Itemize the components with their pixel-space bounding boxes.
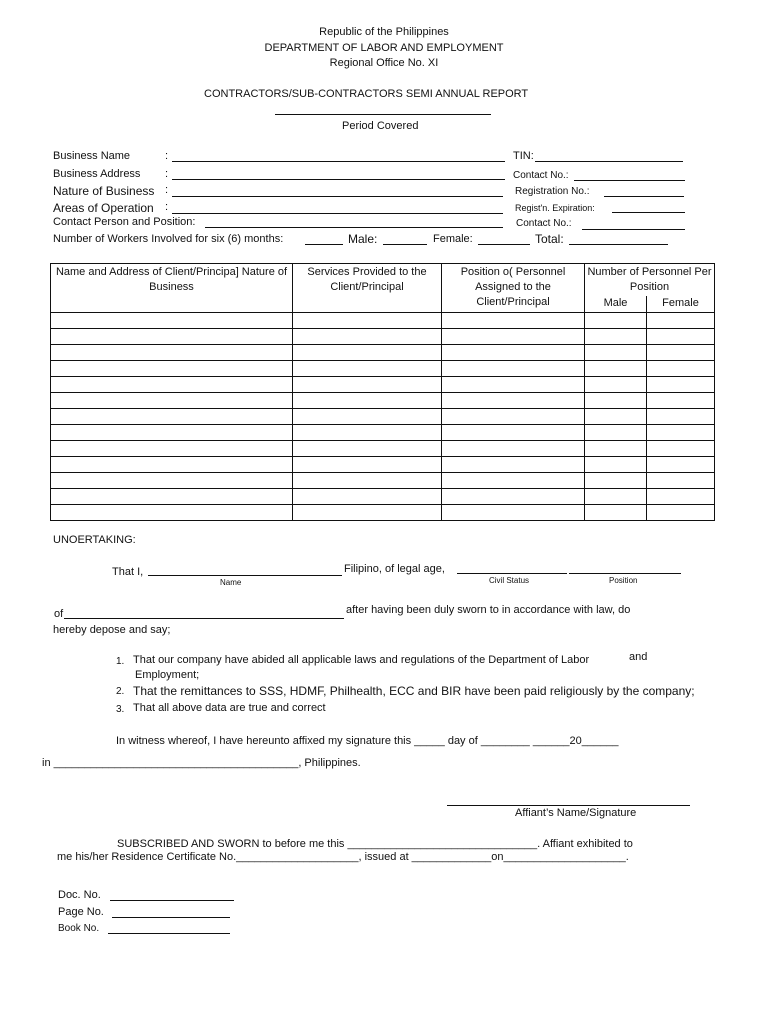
- nature-of-business-field[interactable]: [172, 196, 503, 197]
- table-cell[interactable]: [647, 441, 715, 457]
- table-cell[interactable]: [647, 489, 715, 505]
- table-cell[interactable]: [647, 329, 715, 345]
- nature-of-business-label: Nature of Business: [53, 184, 155, 198]
- male-field[interactable]: [383, 244, 427, 245]
- contact-no-label: Contact No.:: [513, 170, 569, 181]
- filipino-text: Filipino, of legal age,: [344, 563, 445, 575]
- table-cell[interactable]: [647, 505, 715, 521]
- table-cell[interactable]: [442, 473, 585, 489]
- name-caption: Name: [220, 578, 242, 587]
- table-cell[interactable]: [585, 505, 647, 521]
- table-cell[interactable]: [51, 473, 293, 489]
- table-cell[interactable]: [442, 505, 585, 521]
- period-covered-label: Period Covered: [342, 120, 419, 132]
- item1-and: and: [629, 651, 648, 663]
- business-address-field[interactable]: [172, 179, 505, 180]
- table-cell[interactable]: [51, 377, 293, 393]
- col-male-header: Male: [585, 296, 647, 313]
- table-cell[interactable]: [647, 473, 715, 489]
- table-cell[interactable]: [293, 473, 442, 489]
- table-cell[interactable]: [442, 345, 585, 361]
- table-cell[interactable]: [293, 393, 442, 409]
- table-cell[interactable]: [293, 361, 442, 377]
- table-cell[interactable]: [585, 313, 647, 329]
- residence-text: me his/her Residence Certificate No.____________________, issued at _____________on____________________.: [57, 851, 629, 863]
- col-position-header: Position o( Personnel Assigned to the Client/Principal: [442, 264, 585, 313]
- table-cell[interactable]: [585, 473, 647, 489]
- table-cell[interactable]: [442, 329, 585, 345]
- table-cell[interactable]: [51, 313, 293, 329]
- after-sworn-text: after having been duly sworn to in accordance with law, do: [346, 604, 631, 616]
- registration-no-field[interactable]: [604, 196, 684, 197]
- page-no-field[interactable]: [112, 917, 230, 918]
- table-cell[interactable]: [51, 505, 293, 521]
- book-no-label: Book No.: [58, 923, 100, 934]
- col-services-header: Services Provided to the Client/Principal: [293, 264, 442, 313]
- table-cell[interactable]: [293, 345, 442, 361]
- col-number-header: Number of Personnel Per Position: [585, 264, 715, 297]
- department-line: DEPARTMENT OF LABOR AND EMPLOYMENT: [264, 42, 504, 54]
- table-cell[interactable]: [442, 425, 585, 441]
- tin-field[interactable]: [535, 161, 683, 162]
- workers-label: Number of Workers Involved for six (6) months:: [53, 233, 284, 245]
- table-row: [51, 313, 715, 329]
- business-name-field[interactable]: [172, 161, 505, 162]
- table-cell[interactable]: [585, 441, 647, 457]
- regist-expiration-field[interactable]: [612, 212, 685, 213]
- total-label: Total:: [535, 232, 564, 246]
- table-cell[interactable]: [442, 457, 585, 473]
- civil-status-field[interactable]: [457, 573, 567, 574]
- table-cell[interactable]: [51, 329, 293, 345]
- table-cell[interactable]: [293, 313, 442, 329]
- table-cell[interactable]: [647, 377, 715, 393]
- female-label: Female:: [433, 233, 473, 245]
- table-cell[interactable]: [51, 345, 293, 361]
- republic-line: Republic of the Philippines: [319, 26, 449, 38]
- that-i-label: That I,: [112, 566, 144, 578]
- affiant-signature-label: Affiant’s Name/Signature: [515, 807, 637, 819]
- table-cell[interactable]: [442, 361, 585, 377]
- business-name-label: Business Name: [53, 150, 131, 162]
- table-cell[interactable]: [442, 393, 585, 409]
- table-cell[interactable]: [51, 457, 293, 473]
- table-row: [51, 377, 715, 393]
- table-cell[interactable]: [647, 425, 715, 441]
- contact-no-field[interactable]: [574, 180, 685, 181]
- table-cell[interactable]: [51, 425, 293, 441]
- col-female-header: Female: [647, 296, 715, 313]
- table-cell[interactable]: [51, 409, 293, 425]
- page-no-label: Page No.: [58, 906, 104, 918]
- table-cell[interactable]: [585, 377, 647, 393]
- position-field[interactable]: [569, 573, 681, 574]
- table-cell[interactable]: [51, 361, 293, 377]
- place-text: in ________________________________________, Philippines.: [42, 757, 361, 769]
- table-cell[interactable]: [51, 489, 293, 505]
- report-title: CONTRACTORS/SUB-CONTRACTORS SEMI ANNUAL REPORT: [204, 88, 529, 100]
- table-row: [51, 361, 715, 377]
- table-row: [51, 425, 715, 441]
- item1-continued: Employment;: [135, 669, 200, 681]
- regist-expiration-label: Regist'n. Expiration:: [515, 203, 595, 213]
- book-no-field[interactable]: [108, 933, 230, 934]
- table-cell[interactable]: [647, 361, 715, 377]
- table-cell[interactable]: [51, 393, 293, 409]
- table-cell[interactable]: [647, 313, 715, 329]
- doc-no-label: Doc. No.: [58, 889, 101, 901]
- table-cell[interactable]: [585, 425, 647, 441]
- item1-text: That our company have abided all applicable laws and regulations of the Department of Labor: [133, 654, 590, 666]
- areas-of-operation-field[interactable]: [172, 213, 503, 214]
- period-line[interactable]: [275, 114, 491, 115]
- colon: :: [165, 184, 169, 196]
- colon: :: [165, 201, 169, 213]
- item3-text: That all above data are true and correct: [133, 702, 326, 714]
- table-cell[interactable]: [293, 457, 442, 473]
- contact-person-label: Contact Person and Position:: [53, 216, 196, 228]
- address-field[interactable]: [64, 618, 344, 619]
- item2-text: That the remittances to SSS, HDMF, Philhealth, ECC and BIR have been paid religiously by the company;: [133, 684, 695, 698]
- table-cell[interactable]: [585, 345, 647, 361]
- table-cell[interactable]: [442, 409, 585, 425]
- item1-number: 1.: [116, 656, 125, 667]
- affiant-signature-line[interactable]: [447, 805, 690, 806]
- table-cell[interactable]: [442, 489, 585, 505]
- civil-status-caption: Civil Status: [489, 576, 530, 585]
- table-cell[interactable]: [293, 409, 442, 425]
- table-cell[interactable]: [442, 313, 585, 329]
- table-cell[interactable]: [585, 409, 647, 425]
- table-cell[interactable]: [293, 505, 442, 521]
- table-row: [51, 441, 715, 457]
- table-cell[interactable]: [442, 377, 585, 393]
- total-field[interactable]: [569, 244, 668, 245]
- position-caption: Position: [609, 576, 638, 585]
- table-cell[interactable]: [293, 425, 442, 441]
- item3-number: 3.: [116, 704, 125, 715]
- female-field[interactable]: [478, 244, 530, 245]
- table-cell[interactable]: [647, 457, 715, 473]
- witness-text: In witness whereof, I have hereunto affixed my signature this _____ day of ________ ______20______: [116, 735, 619, 747]
- table-cell[interactable]: [647, 393, 715, 409]
- table-cell[interactable]: [585, 393, 647, 409]
- table-row: [51, 473, 715, 489]
- table-row: [51, 329, 715, 345]
- of-label: of: [54, 608, 64, 620]
- table-cell[interactable]: [585, 361, 647, 377]
- colon: :: [165, 168, 169, 180]
- table-cell[interactable]: [647, 409, 715, 425]
- regional-office-line: Regional Office No. XI: [329, 57, 439, 69]
- table-cell[interactable]: [293, 377, 442, 393]
- table-row: [51, 505, 715, 521]
- table-row: [51, 393, 715, 409]
- colon: :: [165, 150, 169, 162]
- business-address-label: Business Address: [53, 168, 141, 180]
- table-row: [51, 409, 715, 425]
- table-row: [51, 489, 715, 505]
- table-cell[interactable]: [585, 329, 647, 345]
- table-cell[interactable]: [293, 489, 442, 505]
- contact-person-field[interactable]: [205, 227, 503, 228]
- table-cell[interactable]: [585, 457, 647, 473]
- personnel-table: [50, 263, 715, 521]
- contact-no2-label: Contact No.:: [516, 218, 572, 229]
- table-row: [51, 345, 715, 361]
- table-cell[interactable]: [293, 441, 442, 457]
- registration-no-label: Registration No.:: [515, 186, 590, 197]
- workers-field[interactable]: [305, 244, 343, 245]
- doc-no-field[interactable]: [110, 900, 234, 901]
- col-client-header: Name and Address of Client/Principa] Nature of Business: [51, 264, 293, 313]
- table-cell[interactable]: [442, 441, 585, 457]
- table-cell[interactable]: [585, 489, 647, 505]
- table-cell[interactable]: [51, 441, 293, 457]
- affiant-name-field[interactable]: [148, 575, 342, 576]
- undertaking-heading: UNOERTAKING:: [53, 534, 136, 546]
- depose-text: hereby depose and say;: [53, 624, 171, 636]
- table-cell[interactable]: [647, 345, 715, 361]
- areas-of-operation-label: Areas of Operation: [53, 201, 154, 215]
- subscribed-text: SUBSCRIBED AND SWORN to before me this _______________________________. Affiant exhibited to: [117, 838, 633, 850]
- table-cell[interactable]: [293, 329, 442, 345]
- contact-no2-field[interactable]: [582, 229, 685, 230]
- item2-number: 2.: [116, 686, 125, 697]
- tin-label: TIN:: [513, 150, 534, 162]
- table-row: [51, 457, 715, 473]
- male-label: Male:: [348, 232, 378, 246]
